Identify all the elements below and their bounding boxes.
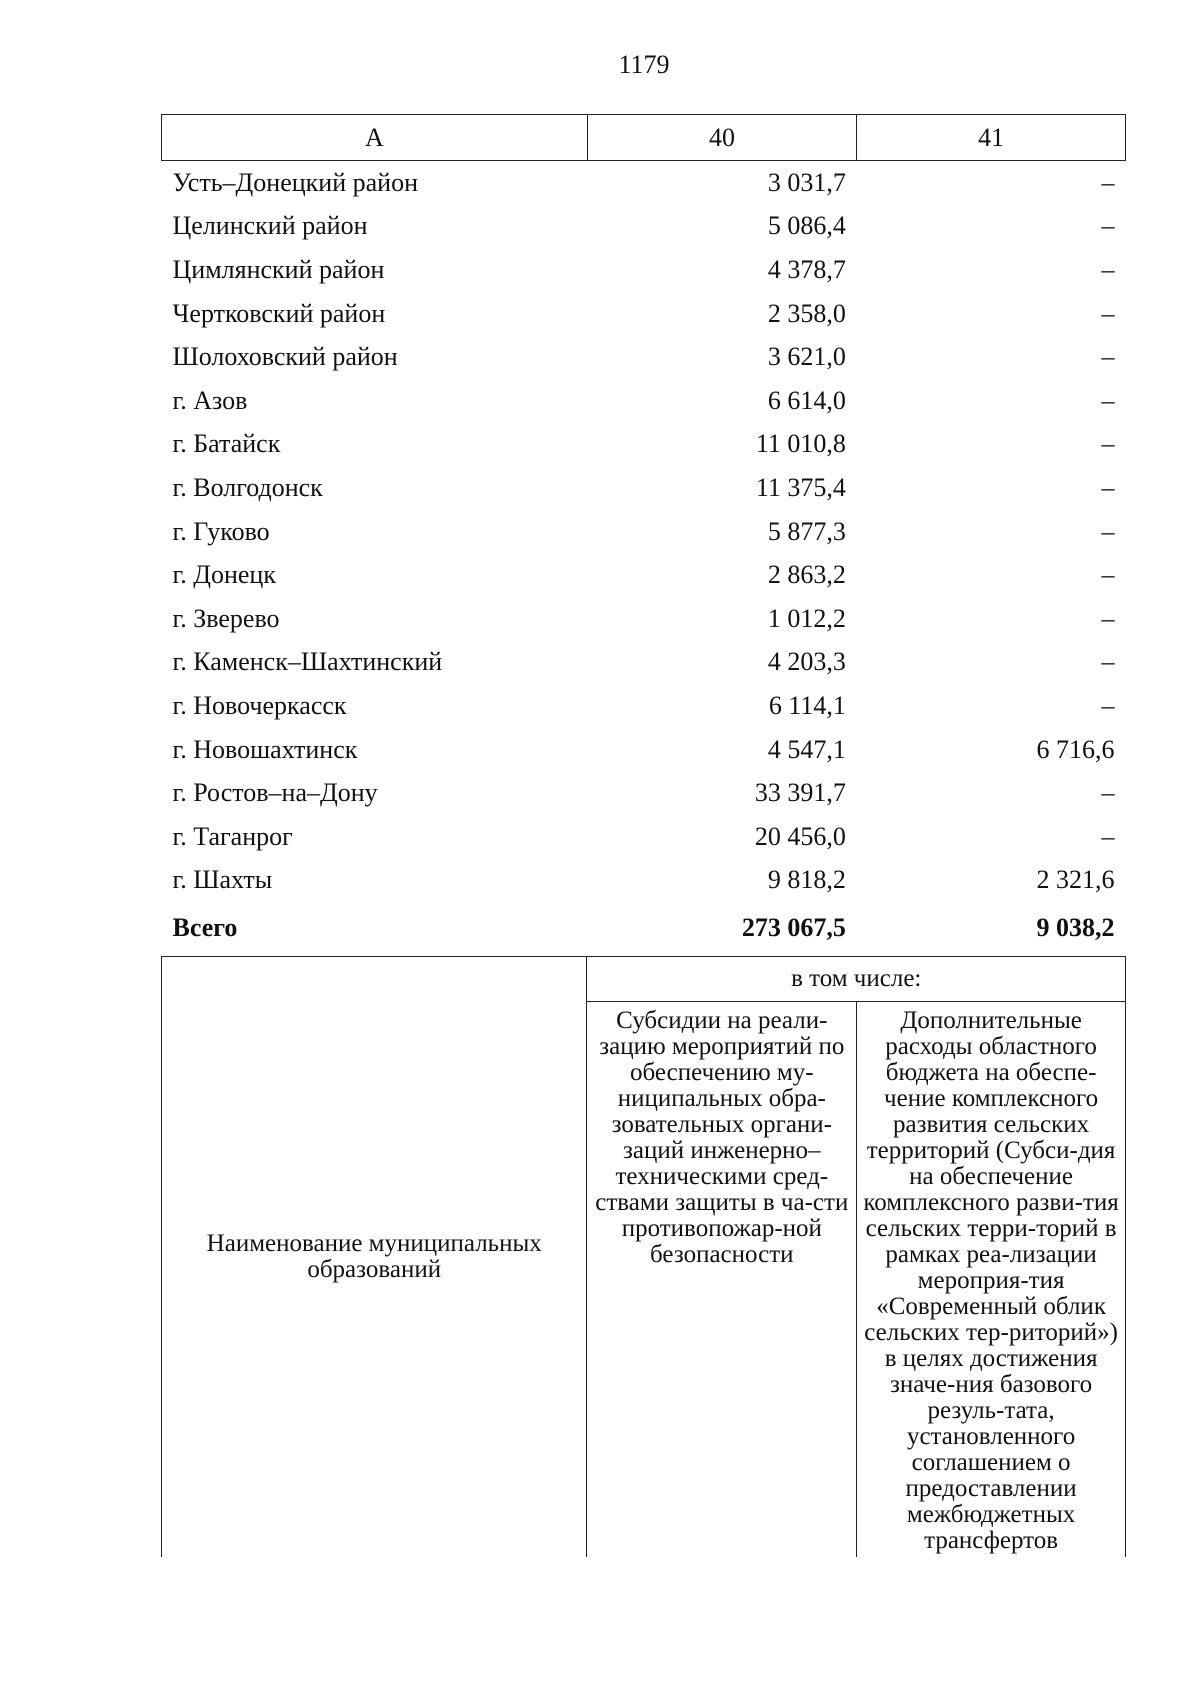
table-row (162, 335, 1126, 379)
row-value-40: 11 010,8 (755, 429, 846, 459)
name-header: Наименование муниципальных образований (162, 957, 587, 1558)
table-row (162, 379, 1126, 423)
row-value-41: 6 716,6 (1036, 734, 1115, 764)
table-row (162, 859, 1126, 903)
table-row (162, 510, 1126, 554)
row-name: г. Каменск–Шахтинский (172, 647, 443, 677)
row-value-41: – (1101, 603, 1115, 633)
row-value-40: 11 375,4 (755, 472, 846, 502)
row-value-40: 2 358,0 (767, 298, 846, 328)
table-row (162, 292, 1126, 336)
row-value-41: – (1101, 821, 1115, 851)
row-value-41: – (1101, 560, 1115, 590)
table-row (162, 466, 1126, 510)
table-row (162, 684, 1126, 728)
row-name: г. Донецк (172, 560, 276, 590)
table-row (162, 597, 1126, 641)
row-name: Чертковский район (172, 298, 386, 328)
row-name: г. Гуково (172, 516, 270, 546)
row-value-41: – (1101, 516, 1115, 546)
col40-header: Субсидии на реали-зацию мероприятий по обеспечению му-ниципальных обра-зовательных органи-заций инженерно–техническими сред-ствами защиты в ча-сти противопожар-ной безопасности (587, 1002, 857, 1558)
row-name: г. Зверево (172, 603, 280, 633)
row-value-41: – (1101, 472, 1115, 502)
row-value-40: 1 012,2 (767, 603, 846, 633)
row-value-40: 4 547,1 (767, 734, 846, 764)
row-name: Шолоховский район (172, 342, 398, 372)
table-row (162, 641, 1126, 685)
row-name: Всего (172, 912, 238, 942)
table-row (162, 728, 1126, 772)
table-row (162, 205, 1126, 249)
data-table (161, 114, 1126, 950)
row-value-40: 6 614,0 (767, 385, 846, 415)
table-row (162, 161, 1126, 205)
row-name: г. Новочеркасск (172, 690, 347, 720)
row-value-41: – (1101, 342, 1115, 372)
row-value-40: 273 067,5 (741, 912, 846, 942)
table-row (162, 815, 1126, 859)
row-name: Цимлянский район (172, 254, 385, 284)
row-value-40: 33 391,7 (754, 778, 846, 808)
total-row (162, 902, 1126, 950)
row-value-41: – (1101, 647, 1115, 677)
row-value-41: – (1101, 778, 1115, 808)
row-name: г. Новошахтинск (172, 734, 358, 764)
header-col-40: 40 (587, 115, 857, 161)
row-value-40: 20 456,0 (754, 821, 846, 851)
row-value-40: 2 863,2 (767, 560, 846, 590)
table-row (162, 423, 1126, 467)
table-row (162, 771, 1126, 815)
row-value-41: – (1101, 690, 1115, 720)
row-value-40: 4 378,7 (767, 254, 846, 284)
row-name: г. Шахты (172, 865, 273, 895)
header-row (162, 115, 1126, 161)
col41-header: Дополнительные расходы областного бюджета на обеспе-чение комплексного развития сельских территорий (Субси-дия на обеспечение комплексного разви-тия сельских терри-торий в рамках реа-лизации мероприя-тия «Современный облик сельских тер-риторий») в целях достижения значе-ния базового резуль-тата, установленного соглашением о предоставлении межбюджетных трансфертов (857, 1002, 1126, 1558)
row-value-41: – (1101, 167, 1115, 197)
row-value-40: 3 621,0 (767, 342, 846, 372)
row-value-40: 6 114,1 (768, 690, 846, 720)
table-row (162, 248, 1126, 292)
header-col-a: А (162, 115, 588, 161)
row-name: г. Батайск (172, 429, 281, 459)
row-value-40: 9 818,2 (767, 865, 846, 895)
row-value-41: 2 321,6 (1036, 865, 1115, 895)
row-name: г. Ростов–на–Дону (172, 778, 378, 808)
page-number: 1179 (618, 50, 670, 79)
including-header: в том числе: (587, 957, 1126, 1002)
row-name: Усть–Донецкий район (172, 167, 418, 197)
row-value-40: 5 877,3 (767, 516, 846, 546)
row-value-41: – (1101, 211, 1115, 241)
row-value-40: 3 031,7 (767, 167, 846, 197)
row-value-41: – (1101, 429, 1115, 459)
row-name: Целинский район (172, 211, 368, 241)
row-value-40: 4 203,3 (767, 647, 846, 677)
header-col-41: 41 (857, 115, 1126, 161)
row-name: г. Волгодонск (172, 472, 323, 502)
row-name: г. Азов (172, 385, 248, 415)
row-value-41: 9 038,2 (1036, 912, 1115, 942)
row-value-41: – (1101, 254, 1115, 284)
table-row (162, 553, 1126, 597)
header-table (161, 956, 1126, 1557)
row-value-41: – (1101, 385, 1115, 415)
row-name: г. Таганрог (172, 821, 293, 851)
row-value-41: – (1101, 298, 1115, 328)
row-value-40: 5 086,4 (767, 211, 846, 241)
